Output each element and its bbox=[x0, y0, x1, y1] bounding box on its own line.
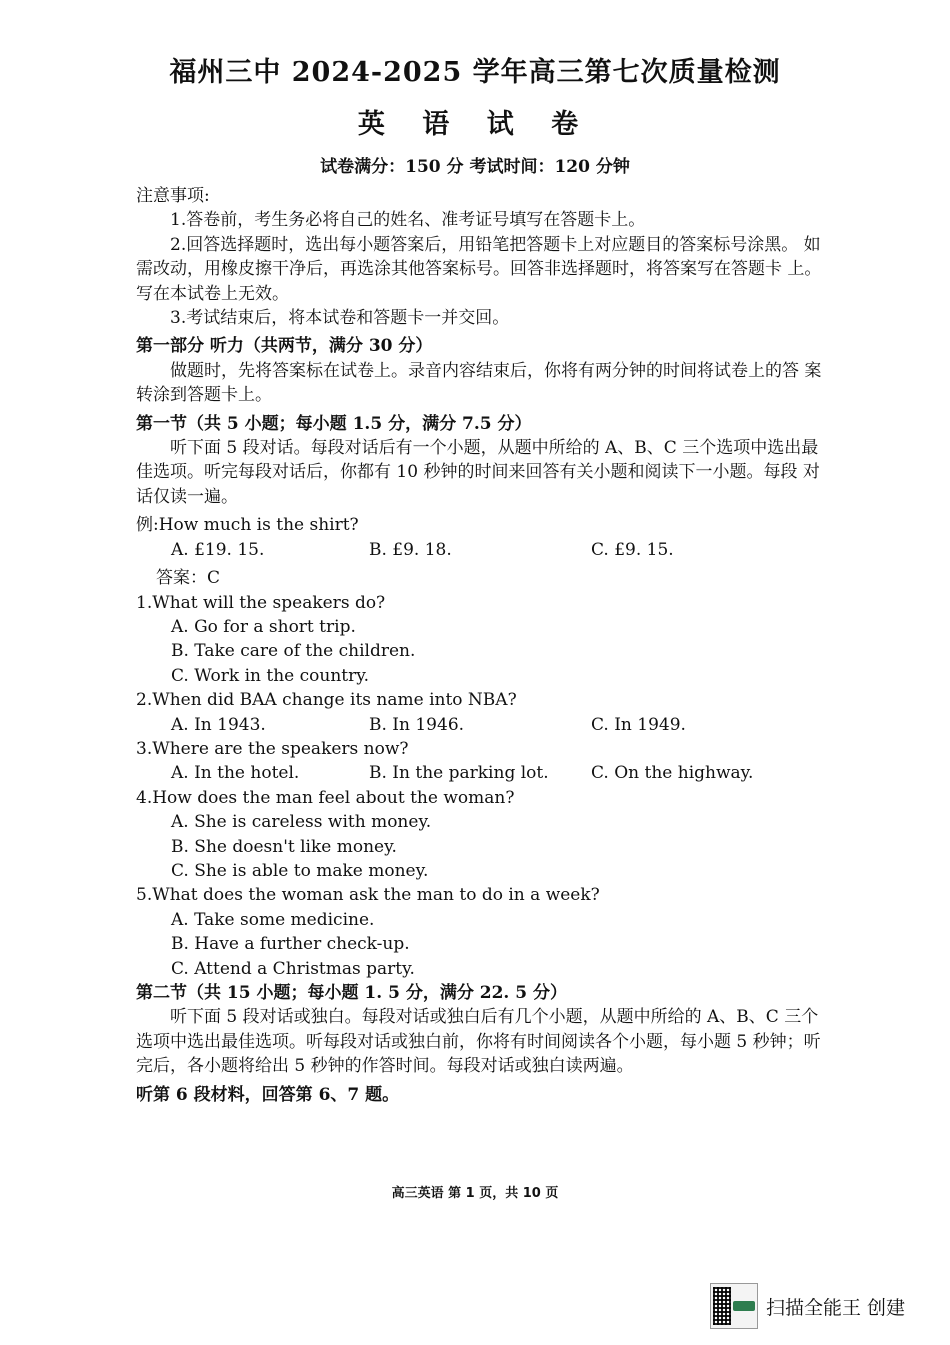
part1-heading: 第一部分 听力（共两节，满分 30 分） bbox=[136, 336, 433, 357]
question-5-option-c: C. Attend a Christmas party. bbox=[171, 958, 415, 979]
notice-item-3: 3.考试结束后，将本试卷和答题卡一并交回。 bbox=[170, 308, 510, 329]
question-2-option-c: C. In 1949. bbox=[591, 714, 686, 735]
question-1: 1.What will the speakers do? bbox=[136, 592, 386, 613]
question-3: 3.Where are the speakers now? bbox=[136, 738, 409, 759]
question-2-options bbox=[136, 713, 836, 737]
example-question: 例:How much is the shirt? bbox=[136, 515, 359, 536]
section2-heading: 第二节（共 15 小题；每小题 1. 5 分，满分 22. 5 分） bbox=[136, 983, 567, 1003]
question-3-options bbox=[136, 761, 836, 785]
example-option-c: C. £9. 15. bbox=[591, 539, 674, 560]
example-answer: 答案：C bbox=[156, 568, 221, 589]
section2-intro: 听下面 5 段对话或独白。每段对话或独白后有几个小题，从题中所给的 A、B、C 三个 选项中选出最佳选项。听每段对话或独白前，你将有时间阅读各个小题，每小题 5 秒钟；听 完后，各小题将给出 5 秒钟的作答时间。每段对话或独白读两遍。 bbox=[136, 1007, 821, 1077]
question-4-option-c: C. She is able to make money. bbox=[171, 860, 429, 881]
watermark-text: 扫描全能王 创建 bbox=[766, 1296, 906, 1319]
part1-intro: 做题时，先将答案标在试卷上。录音内容结束后，你将有两分钟的时间将试卷上的答 案转涂到答题卡上。 bbox=[136, 360, 822, 406]
exam-meta: 试卷满分：150 分 考试时间：120 分钟 bbox=[320, 157, 630, 177]
question-1-option-b: B. Take care of the children. bbox=[171, 641, 416, 662]
question-5-option-a: A. Take some medicine. bbox=[171, 909, 375, 930]
question-3-option-b: B. In the parking lot. bbox=[369, 763, 549, 784]
question-1-option-c: C. Work in the country. bbox=[171, 665, 369, 686]
question-4-option-a: A. She is careless with money. bbox=[171, 812, 432, 833]
question-5: 5.What does the woman ask the man to do in a week? bbox=[136, 885, 600, 906]
scanner-logo-icon bbox=[710, 1283, 758, 1329]
question-2: 2.When did BAA change its name into NBA? bbox=[136, 690, 517, 711]
example-option-b: B. £9. 18. bbox=[369, 539, 452, 560]
exam-title: 福州三中 2024-2025 学年高三第七次质量检测 bbox=[169, 57, 781, 88]
question-3-option-a: A. In the hotel. bbox=[171, 763, 300, 784]
question-3-option-c: C. On the highway. bbox=[591, 763, 754, 784]
notice-item-1: 1.答卷前，考生务必将自己的姓名、准考证号填写在答题卡上。 bbox=[170, 210, 646, 231]
question-1-option-a: A. Go for a short trip. bbox=[171, 616, 356, 637]
question-2-option-a: A. In 1943. bbox=[171, 714, 266, 735]
qr-code-icon bbox=[713, 1287, 731, 1325]
app-badge-icon bbox=[733, 1301, 755, 1311]
example-options bbox=[136, 538, 836, 562]
section1-heading: 第一节（共 5 小题；每小题 1.5 分，满分 7.5 分） bbox=[136, 413, 532, 434]
example-option-a: A. £19. 15. bbox=[171, 539, 265, 560]
scanner-watermark bbox=[710, 1282, 940, 1330]
question-4-option-b: B. She doesn't like money. bbox=[171, 836, 397, 857]
section1-intro: 听下面 5 段对话。每段对话后有一个小题，从题中所给的 A、B、C 三个选项中选出最 佳选项。听完每段对话后，你都有 10 秒钟的时间来回答有关小题和阅读下一小题。每段 对话仅读一遍。 bbox=[136, 438, 820, 507]
exam-subject: 英 语 试 卷 bbox=[357, 109, 593, 140]
question-2-option-b: B. In 1946. bbox=[369, 714, 465, 735]
notice-item-2: 2.回答选择题时，选出每小题答案后，用铅笔把答题卡上对应题目的答案标号涂黑。 如需改动，用橡皮擦干净后，再选涂其他答案标号。回答非选择题时，将答案写在答题卡 上。写在本试卷上无效。 bbox=[136, 234, 822, 304]
question-4: 4.How does the man feel about the woman? bbox=[136, 787, 515, 808]
question-5-option-b: B. Have a further check-up. bbox=[171, 934, 410, 955]
notice-heading: 注意事项: bbox=[136, 186, 210, 206]
page-footer: 高三英语 第 1 页，共 10 页 bbox=[391, 1186, 559, 1201]
section2-next: 听第 6 段材料，回答第 6、7 题。 bbox=[136, 1084, 400, 1105]
exam-body bbox=[136, 184, 836, 1107]
